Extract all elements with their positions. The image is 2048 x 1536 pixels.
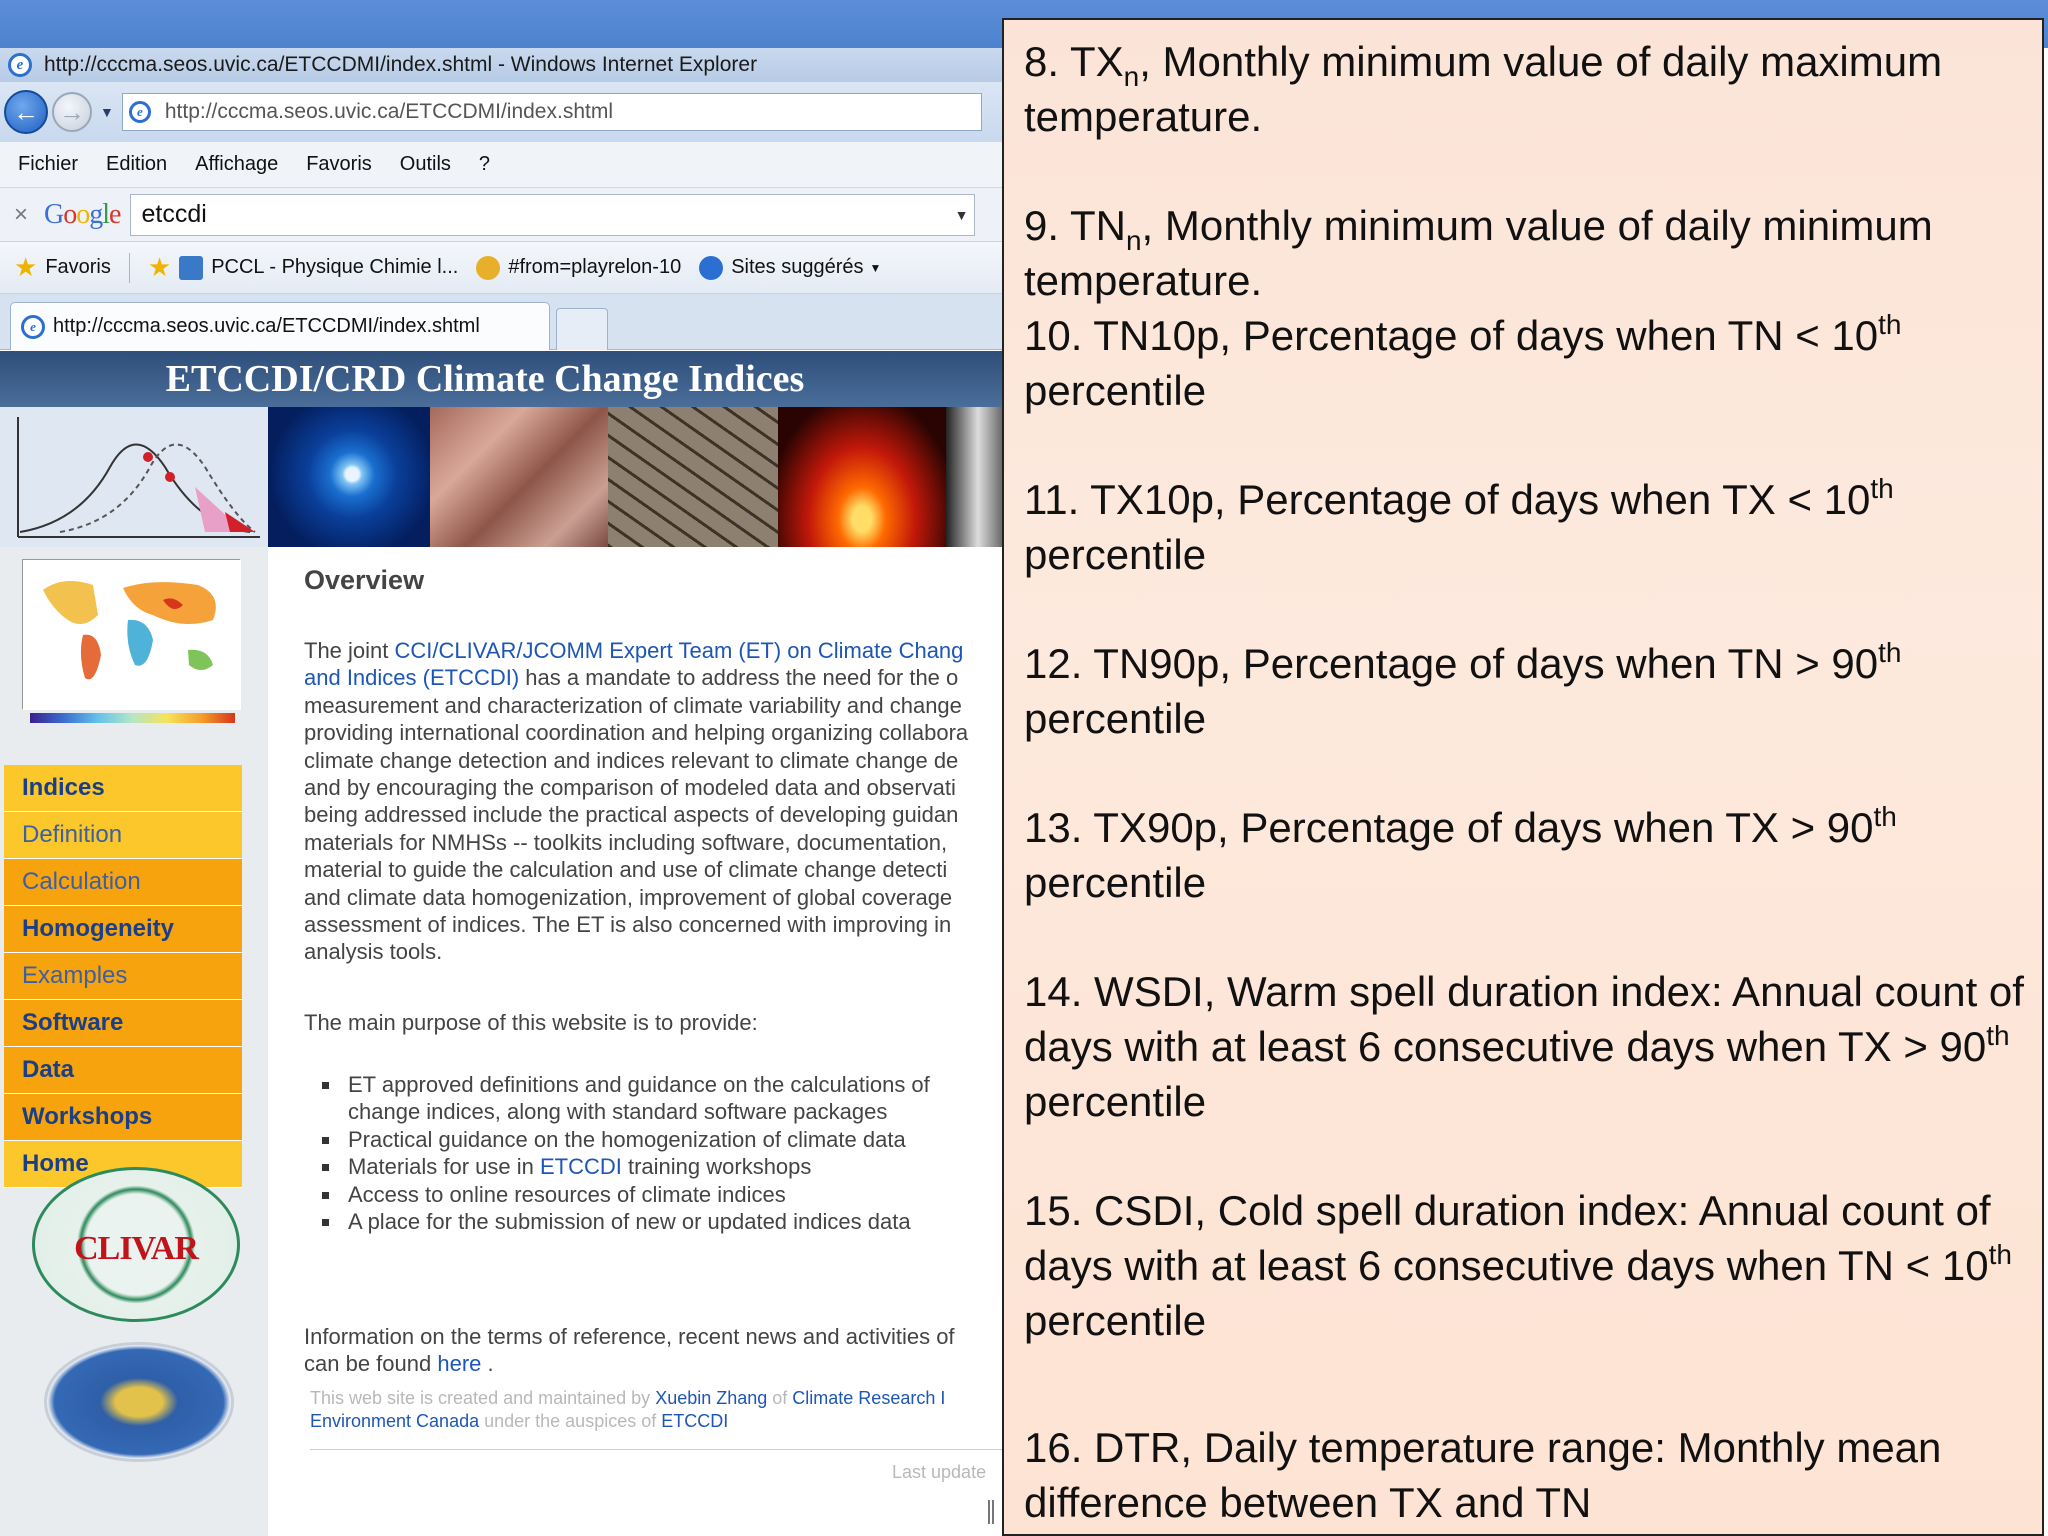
tab-active[interactable] [10,302,550,350]
favorite-sites-suggeres[interactable] [699,256,881,280]
index-entry-13 [1024,800,2024,910]
menu-outils[interactable]: Outils [399,153,451,175]
address-bar[interactable] [122,93,982,131]
purpose-list [348,1071,1088,1235]
index-entry-14 [1024,964,2024,1129]
para-line: material to guide the calculation and use of climate change detecti [304,857,948,883]
hurricane-image [268,407,430,547]
entry-subscript: n [1125,225,1142,256]
bullet-icon [322,1137,329,1144]
nav-home[interactable]: Home [4,1141,242,1188]
list-item [348,1181,1088,1208]
purpose-text: The main purpose of this website is to provide: [304,1010,758,1035]
world-map-image [22,559,240,709]
clivar-logo-text: CLIVAR [74,1230,198,1267]
entry-text: 12. TN90p, Percentage of days when TN > 90 [1024,640,1879,687]
etccdi-footer-link[interactable]: ETCCDI [661,1411,729,1431]
expert-team-link[interactable]: CCI/CLIVAR/JCOMM Expert Team (ET) on Climate Chang [394,638,964,663]
etccdi-workshops-link[interactable]: ETCCDI [539,1154,622,1180]
favorite-sites-label: Sites suggérés [731,256,864,278]
etccdi-link[interactable]: and Indices (ETCCDI) [304,665,520,691]
back-arrow-icon[interactable]: ← [4,90,48,134]
list-item-text: training workshops [627,1154,812,1180]
clivar-logo[interactable] [32,1167,240,1322]
nav-examples[interactable]: Examples [4,953,242,1000]
address-row [0,82,1010,142]
site-nav-menu [4,765,242,1188]
google-query: etccdi [141,200,207,228]
map-colorbar [30,713,235,723]
list-item-text: Access to online resources of climate indices [348,1181,786,1207]
info-text: . [481,1351,494,1377]
para-line: materials for NMHSs -- toolkits including software, documentation, [304,829,948,855]
entry-superscript: th [1873,801,1897,832]
entry-text: , Monthly minimum value of daily maximum temperature. [1024,38,1943,140]
info-text: Information on the terms of reference, recent news and activities of [304,1324,955,1349]
favorite-playrelon[interactable] [476,256,681,280]
entry-text: percentile [1024,531,1207,578]
entry-superscript: th [1870,473,1894,504]
index-entry-15 [1024,1183,2024,1348]
para-line: analysis tools. [304,939,443,965]
google-logo: Google [44,198,121,230]
banner-photos [0,407,1010,547]
nav-definition[interactable]: Definition [4,812,242,859]
index-entry-16: 16. DTR, Daily temperature range: Monthly mean difference between TX and TN [1024,1424,1942,1526]
overview-heading: Overview [304,565,425,595]
bullet-icon [322,1219,329,1226]
environment-canada-link[interactable]: Environment Canada [310,1411,480,1431]
entry-text: 13. TX90p, Percentage of days when TX > 90 [1024,804,1874,851]
wcrp-logo[interactable] [44,1342,234,1462]
ie-logo-icon: e [8,53,32,77]
list-item [348,1208,1088,1235]
site-banner: ETCCDI/CRD Climate Change Indices [0,351,1010,407]
page-icon: e [129,101,151,123]
list-item-text: A place for the submission of new or updated indices data [348,1209,911,1235]
para-text: has a mandate to address the need for the o [519,665,959,691]
info-text: can be found [304,1351,438,1377]
close-toolbar-icon[interactable]: × [14,200,29,228]
menu-fichier[interactable]: Fichier [18,153,79,175]
google-toolbar [0,188,1010,242]
sidebar [0,547,268,1536]
favorites-label[interactable]: Favoris [45,256,111,278]
footer-text: of [767,1388,793,1408]
entry-superscript: th [1986,1020,2010,1051]
nav-software[interactable]: Software [4,1000,242,1047]
menu-favoris[interactable]: Favoris [306,153,372,175]
slide-text-panel [1002,18,2044,1536]
footer-text: This web site is created and maintained by [310,1388,656,1408]
entry-text: percentile [1024,367,1207,414]
footer-text: under the auspices of [479,1411,662,1431]
para-line: providing international coordination and helping organizing collabora [304,720,969,746]
address-url: http://cccma.seos.uvic.ca/ETCCDMI/index.shtml [164,100,613,123]
list-item [348,1126,1088,1153]
nav-indices[interactable]: Indices [4,765,242,812]
fire-image [778,407,946,547]
para-text: The joint [304,638,395,663]
entry-text: percentile [1024,1297,1207,1344]
browser-window [0,48,1010,1536]
list-item [348,1071,1088,1098]
entry-text: 8. TX [1024,38,1124,85]
entry-text: 15. CSDI, Cold spell duration index: Annual count of days with at least 6 consecutive days when TN < 10 [1024,1187,1991,1289]
favorites-star-icon: ★ [14,252,38,282]
index-entry-9 [1024,198,2024,308]
distribution-diagram-image [0,407,268,547]
last-updated: Last update [892,1462,987,1482]
nav-workshops[interactable]: Workshops [4,1094,242,1141]
entry-text: 11. TX10p, Percentage of days when TX < 10 [1024,476,1871,523]
scroll-marker [988,1500,994,1524]
para-line: measurement and characterization of climate variability and change [304,692,962,718]
flood-image [430,407,608,547]
xuebin-zhang-link[interactable]: Xuebin Zhang [655,1388,768,1408]
tab-page-icon: e [21,315,45,339]
ie-small-icon [699,256,723,280]
favorite-playrelon-label: #from=playrelon-10 [508,256,682,278]
title-bar [0,48,1010,82]
entry-superscript: th [1988,1239,2012,1270]
para-line: being addressed include the practical aspects of developing guidan [304,802,959,828]
para-line: assessment of indices. The ET is also concerned with improving in [304,912,952,938]
entry-text: percentile [1024,859,1207,906]
list-item-text: Practical guidance on the homogenization of climate data [348,1126,906,1152]
entry-text: percentile [1024,695,1207,742]
nav-homogeneity[interactable]: Homogeneity [4,906,242,953]
info-paragraph [304,1323,1044,1378]
person-icon [476,256,500,280]
list-item-text: ET approved definitions and guidance on the calculations of [348,1072,930,1097]
google-search-input[interactable] [130,194,975,236]
para-line: and climate data homogenization, improvement of global coverage [304,884,953,910]
index-entry-11 [1024,472,2024,582]
add-favorite-icon[interactable]: ★ [147,252,172,282]
overview-paragraph [304,637,1044,966]
nav-data[interactable]: Data [4,1047,242,1094]
bullet-icon [322,1164,329,1171]
climate-research-link[interactable]: Climate Research I [792,1388,946,1408]
here-link[interactable]: here [437,1351,482,1377]
para-line: and by encouraging the comparison of modeled data and observati [304,775,956,801]
web-page [0,351,1010,1536]
index-entry-12 [1024,636,2024,746]
new-tab-button[interactable] [556,308,608,350]
entry-text: 10. TN10p, Percentage of days when TN < 10 [1024,312,1879,359]
menu-affichage[interactable]: Affichage [195,153,279,175]
tab-bar [0,294,1010,350]
favorite-pccl-label: PCCL - Physique Chimie l... [211,256,459,278]
menu-help[interactable]: ? [478,153,491,175]
entry-text: 14. WSDI, Warm spell duration index: Annual count of days with at least 6 consecutive days when TX > 90 [1024,968,2024,1070]
entry-text: percentile [1024,1078,1207,1125]
favorites-bar [0,242,1010,294]
drought-image [608,407,778,547]
forward-arrow-icon[interactable]: → [52,92,92,132]
nav-calculation[interactable]: Calculation [4,859,242,906]
bullet-icon [322,1192,329,1199]
window-title: http://cccma.seos.uvic.ca/ETCCDMI/index.shtml - Windows Internet Explorer [44,53,758,76]
site-icon [179,256,203,280]
bullet-icon [322,1082,329,1089]
list-item [348,1098,1088,1125]
site-footer [310,1387,1050,1450]
chevron-down-icon: ▼ [869,260,882,275]
storm-image [946,407,1010,547]
entry-superscript: th [1878,309,1902,340]
entry-text: , Monthly minimum value of daily minimum temperature. [1024,202,1933,304]
tab-title: http://cccma.seos.uvic.ca/ETCCDMI/index.shtml [53,315,480,337]
menu-edition[interactable]: Edition [106,153,168,175]
divider [129,253,130,283]
entry-subscript: n [1123,61,1140,92]
index-entry-8 [1024,34,2024,144]
list-item-text: change indices, along with standard software packages [348,1099,888,1125]
entry-superscript: th [1878,637,1902,668]
para-line: climate change detection and indices relevant to climate change de [304,747,959,773]
list-item-text: Materials for use in [348,1154,540,1180]
history-dropdown-icon[interactable]: ▼ [100,104,114,120]
entry-text: 9. TN [1024,202,1126,249]
menu-bar [0,142,1010,188]
favorite-pccl[interactable] [179,256,458,280]
index-entry-10 [1024,308,2024,418]
main-content [304,547,1010,1482]
list-item [348,1153,1088,1180]
search-dropdown-icon[interactable]: ▼ [954,206,969,223]
